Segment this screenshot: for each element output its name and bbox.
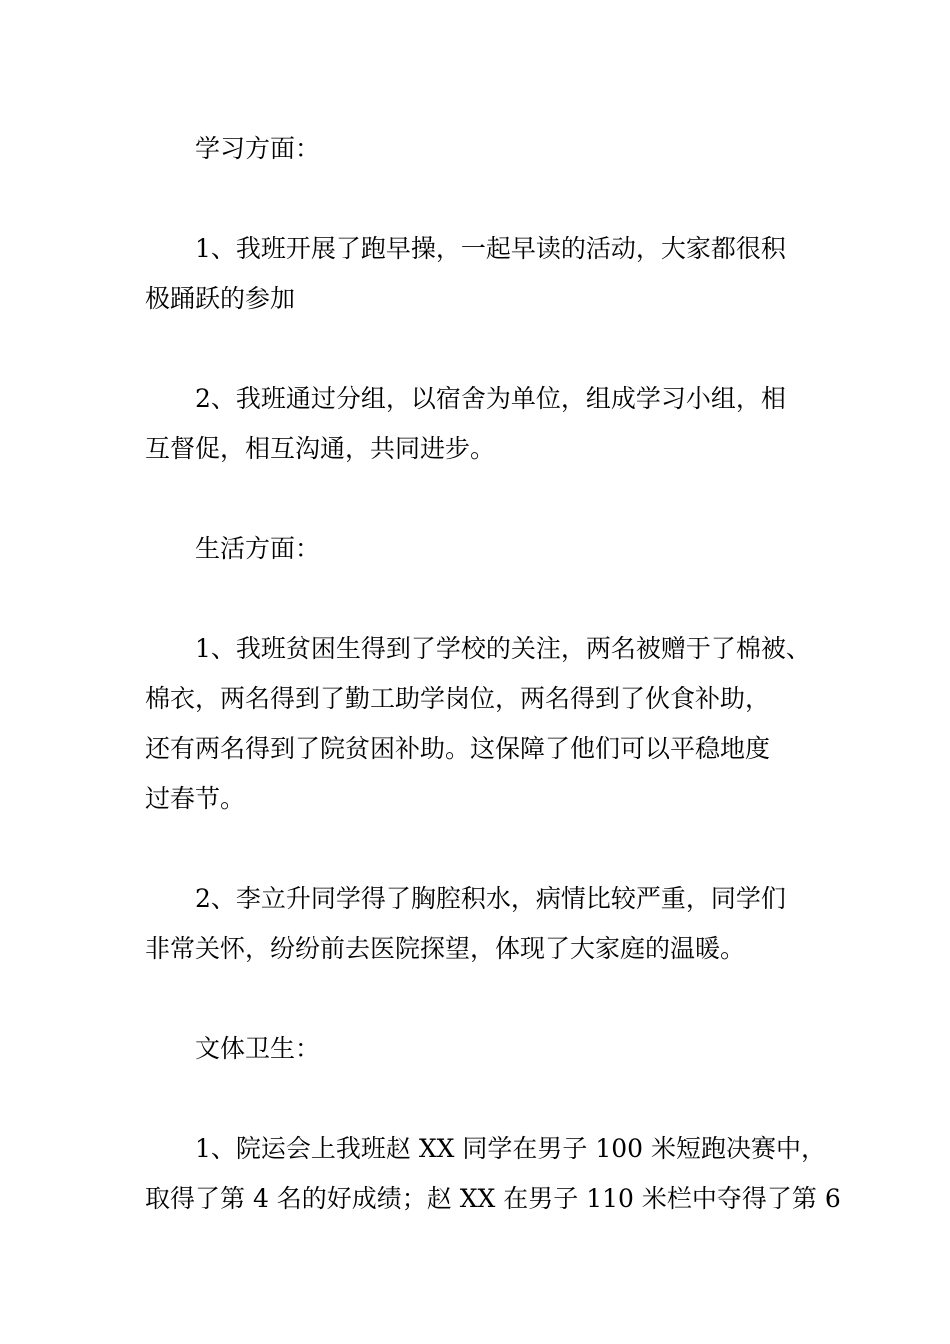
paragraph-line: 1、院运会上我班赵 XX 同学在男子 100 米短跑决赛中， bbox=[195, 1134, 827, 1163]
paragraph-line: 棉衣，两名得到了勤工助学岗位，两名得到了伙食补助， bbox=[145, 684, 771, 713]
section-heading-study: 学习方面： bbox=[195, 134, 321, 163]
section-heading-sports-hygiene: 文体卫生： bbox=[195, 1034, 321, 1063]
paragraph-line: 1、我班贫困生得到了学校的关注，两名被赠于了棉被、 bbox=[195, 634, 811, 663]
paragraph-line: 非常关怀，纷纷前去医院探望，体现了大家庭的温暖。 bbox=[145, 934, 746, 963]
paragraph-line: 2、李立升同学得了胸腔积水，病情比较严重，同学们 bbox=[195, 884, 786, 913]
paragraph-line: 互督促，相互沟通，共同进步。 bbox=[145, 434, 496, 463]
section-heading-life: 生活方面： bbox=[195, 534, 321, 563]
paragraph-line: 过春节。 bbox=[145, 784, 246, 813]
paragraph-line: 取得了第 4 名的好成绩；赵 XX 在男子 110 米栏中夺得了第 6 bbox=[145, 1184, 841, 1213]
paragraph-line: 2、我班通过分组，以宿舍为单位，组成学习小组，相 bbox=[195, 384, 786, 413]
paragraph-line: 还有两名得到了院贫困补助。这保障了他们可以平稳地度 bbox=[145, 734, 771, 763]
paragraph-line: 1、我班开展了跑早操，一起早读的活动，大家都很积 bbox=[195, 234, 786, 263]
paragraph-line: 极踊跃的参加 bbox=[145, 284, 296, 313]
